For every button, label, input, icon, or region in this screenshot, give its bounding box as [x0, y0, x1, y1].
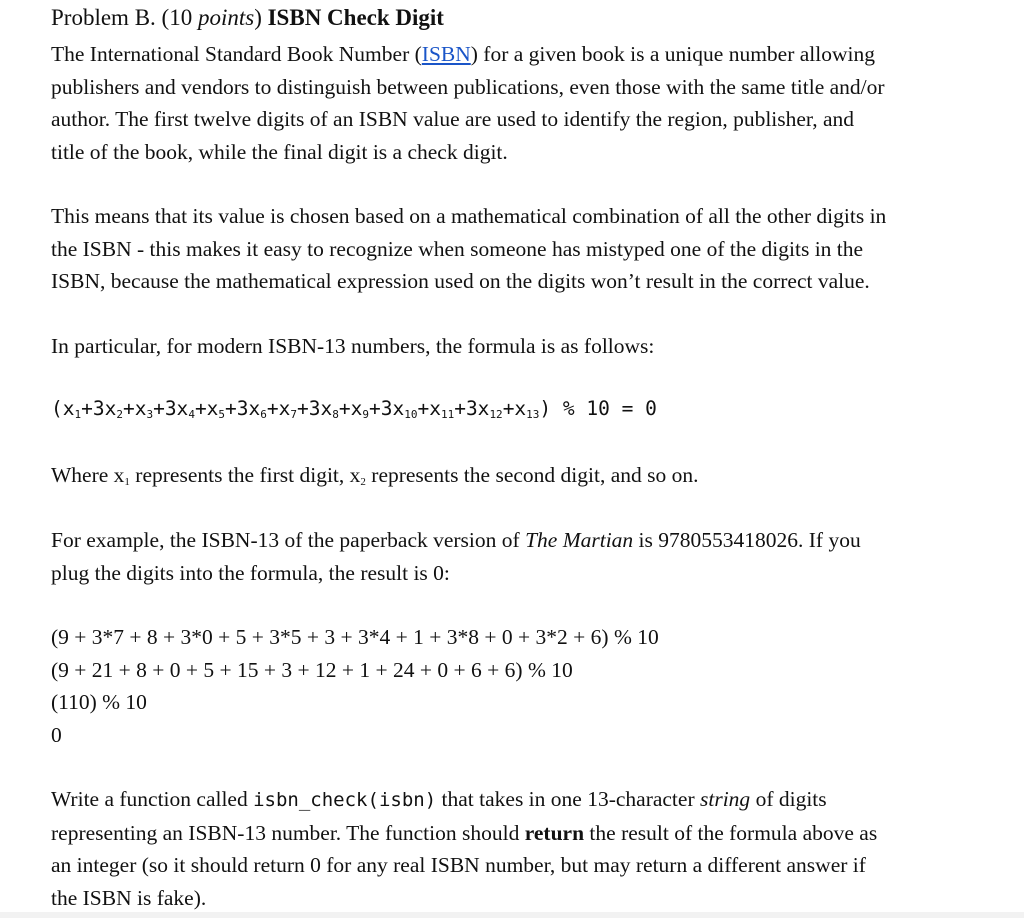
calculation-block: [51, 621, 991, 751]
formula-term: $+3x_6$: [225, 397, 267, 421]
formula-term: $+x_7$: [266, 397, 298, 421]
where-paragraph: Where $x_1$ represents the first digit, $x_2$ represents the second digit, and so on.: [51, 463, 699, 488]
formula-term: $+3x_{12}$: [454, 397, 503, 421]
formula-tail: ) % 10 = 0: [539, 397, 657, 420]
formula-terms: [51, 397, 539, 420]
formula-term: $+3x_2$: [81, 397, 123, 421]
intro-paragraph: The International Standard Book Number (ISBN) for a given book is a unique number allowing publishers and vendors to distinguish between publications, even those with the same title and/or author. The first twelve digits of an ISBN value are used to identify the region, publisher, and title of the book, while the final digit is a check digit.: [51, 42, 885, 164]
problem-title: Problem B. (10 points) ISBN Check Digit: [51, 5, 444, 30]
formula-term: $+x_{13}$: [502, 397, 540, 421]
calc-line: (9 + 21 + 8 + 0 + 5 + 15 + 3 + 12 + 1 + 24 + 0 + 6 + 6) % 10: [51, 657, 573, 682]
book-title: The Martian: [525, 528, 634, 552]
formula-term: $+3x_8$: [297, 397, 339, 421]
calc-line: (9 + 3*7 + 8 + 3*0 + 5 + 3*5 + 3 + 3*4 + 1 + 3*8 + 0 + 3*2 + 6) % 10: [51, 625, 659, 649]
formula-term: $+3x_4$: [153, 397, 195, 421]
isbn-link[interactable]: ISBN: [421, 42, 471, 66]
formula-term: $+3x_{10}$: [368, 397, 418, 421]
formula-term: $+x_5$: [194, 397, 226, 421]
page-bottom-divider: [0, 912, 1024, 918]
calc-line: 0: [51, 722, 62, 747]
isbn-formula: [51, 394, 657, 424]
formula-term: ($x_1$: [51, 397, 82, 421]
problem-name: ISBN Check Digit: [267, 5, 444, 30]
formula-term: $+x_3$: [122, 397, 154, 421]
meaning-paragraph: This means that its value is chosen based on a mathematical combination of all the other digits in the ISBN - this makes it easy to recognize when someone has mistyped one of the digits in the ISBN, because the mathematical expression used on the digits won’t result in the correct value.: [51, 204, 887, 293]
function-signature: isbn_check(isbn): [253, 789, 437, 811]
task-paragraph: Write a function called isbn_check(isbn) that takes in one 13-character string of digits representing an ISBN-13 number. The function should return the result of the formula above as an integer (so it should return 0 for any real ISBN number, but may return a different answer if the ISBN is fake).: [51, 787, 878, 910]
calc-line: (110) % 10: [51, 690, 147, 714]
example-paragraph: For example, the ISBN-13 of the paperback version of The Martian is 9780553418026. If you plug the digits into the formula, the result is 0:: [51, 528, 861, 585]
formula-term: $+x_{11}$: [417, 397, 455, 421]
particular-paragraph: In particular, for modern ISBN-13 numbers, the formula is as follows:: [51, 334, 655, 358]
formula-term: $+x_9$: [338, 397, 369, 421]
